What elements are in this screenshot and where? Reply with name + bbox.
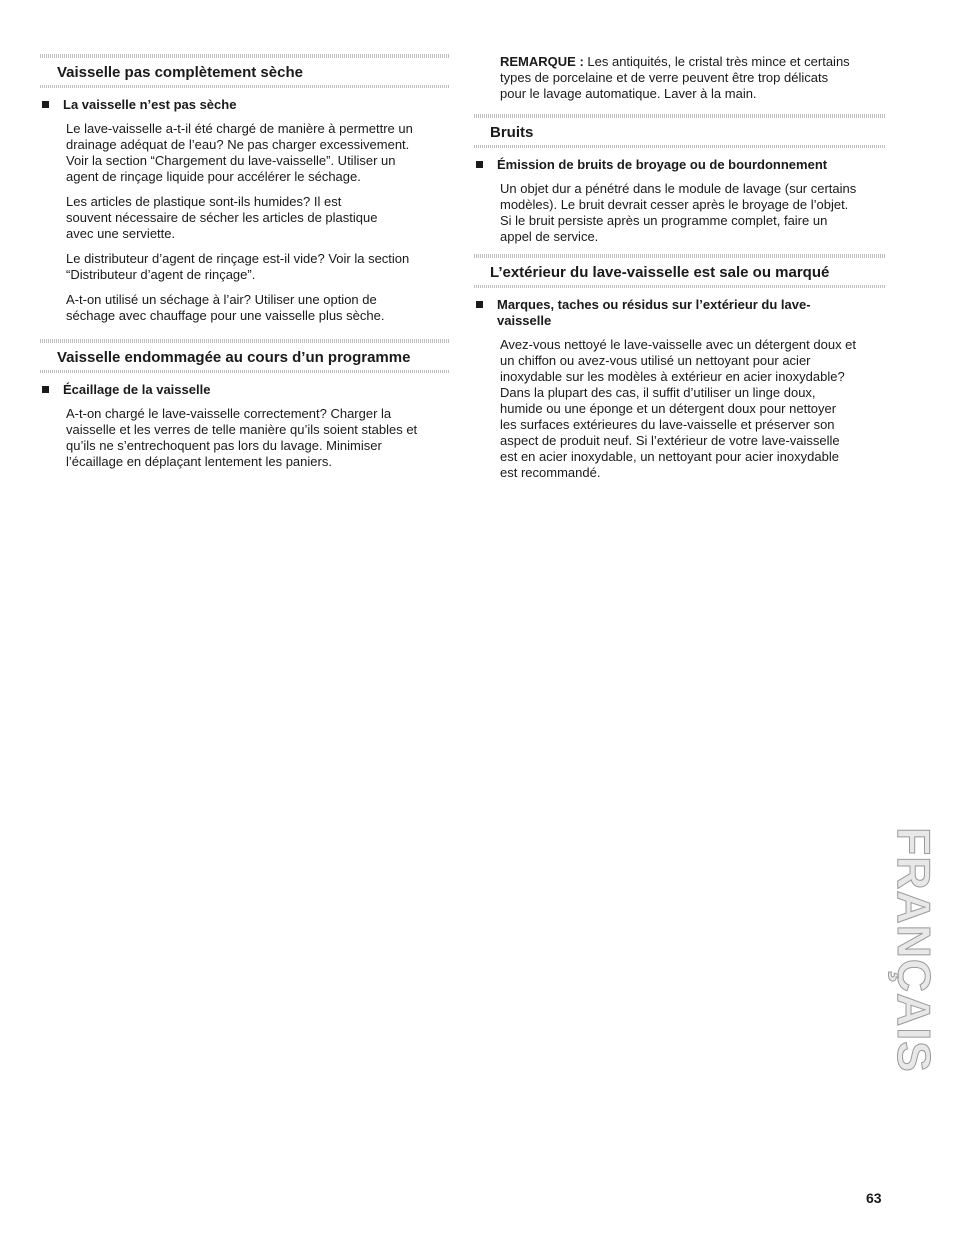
note-text: Les antiquités, le cristal très mince et certains types de porcelaine et de verre peuvent être trop délicats pour le lavage automatique. Laver à la main. [500, 54, 850, 101]
section-title: Vaisselle pas complètement sèche [57, 64, 303, 81]
section-header-damaged [40, 339, 450, 373]
square-bullet-icon [476, 301, 483, 308]
note-label: REMARQUE : [500, 54, 584, 69]
paragraph: Avez-vous nettoyé le lave-vaisselle avec un détergent doux et un chiffon ou avez-vous utilisé un nettoyant pour acier inoxydable sur les modèles à extérieur en acier inoxydable? Dans la plupart des cas, il suffit d’utiliser un linge doux, humide ou une éponge et un détergent doux pour nettoyer les surfaces extérieures du lave-vaisselle et préserver son aspect de produit neuf. Si l’extérieur de votre lave-vaisselle est en acier inoxydable, un nettoyant pour acier inoxydable est recommandé. [500, 337, 857, 480]
section-header-not-dry [40, 54, 450, 88]
bullet-heading [40, 97, 450, 113]
bullet-text: La vaisselle n’est pas sèche [63, 97, 237, 112]
language-label: FRANÇAIS [888, 827, 941, 1073]
square-bullet-icon [42, 101, 49, 108]
section-header-noise [474, 114, 886, 148]
bullet-text: Émission de bruits de broyage ou de bourdonnement [497, 157, 828, 172]
section-header-exterior [474, 254, 886, 288]
paragraph: Le distributeur d’agent de rinçage est-il vide? Voir la section “Distributeur d’agent de rinçage”. [66, 251, 410, 282]
left-column [40, 54, 450, 479]
bullet-text: Écaillage de la vaisselle [63, 382, 211, 397]
section-title: Vaisselle endommagée au cours d’un programme [57, 349, 411, 366]
paragraph: A-t-on utilisé un séchage à l’air? Utiliser une option de séchage avec chauffage pour une vaisselle plus sèche. [66, 292, 385, 323]
bullet-heading [474, 297, 886, 329]
square-bullet-icon [476, 161, 483, 168]
language-side-tab [888, 827, 941, 1073]
page-number: 63 [866, 1190, 882, 1206]
section-title: Bruits [490, 124, 534, 141]
bullet-text: Marques, taches ou résidus sur l’extérieur du lave- vaisselle [497, 297, 811, 328]
section-title: L’extérieur du lave-vaisselle est sale ou marqué [490, 264, 830, 281]
paragraph: Les articles de plastique sont-ils humides? Il est souvent nécessaire de sécher les articles de plastique avec une serviette. [66, 194, 378, 241]
note-paragraph [500, 54, 886, 102]
square-bullet-icon [42, 386, 49, 393]
paragraph: Le lave-vaisselle a-t-il été chargé de manière à permettre un drainage adéquat de l’eau? Ne pas charger excessivement. Voir la section “Chargement du lave-vaisselle”. Utiliser un agent de rinçage liquide pour accélérer le séchage. [66, 121, 413, 184]
bullet-heading [474, 157, 886, 173]
bullet-heading [40, 382, 450, 398]
paragraph: Un objet dur a pénétré dans le module de lavage (sur certains modèles). Le bruit devrait cesser après le broyage de l’objet. Si le bruit persiste après un programme complet, faire un appel de service. [500, 181, 857, 244]
paragraph: A-t-on chargé le lave-vaisselle correctement? Charger la vaisselle et les verres de telle manière qu’ils soient stables et qu’ils ne s’entrechoquent pas lors du lavage. Minimiser l’écaillage en déplaçant lentement les paniers. [66, 406, 418, 469]
right-column [474, 54, 886, 490]
